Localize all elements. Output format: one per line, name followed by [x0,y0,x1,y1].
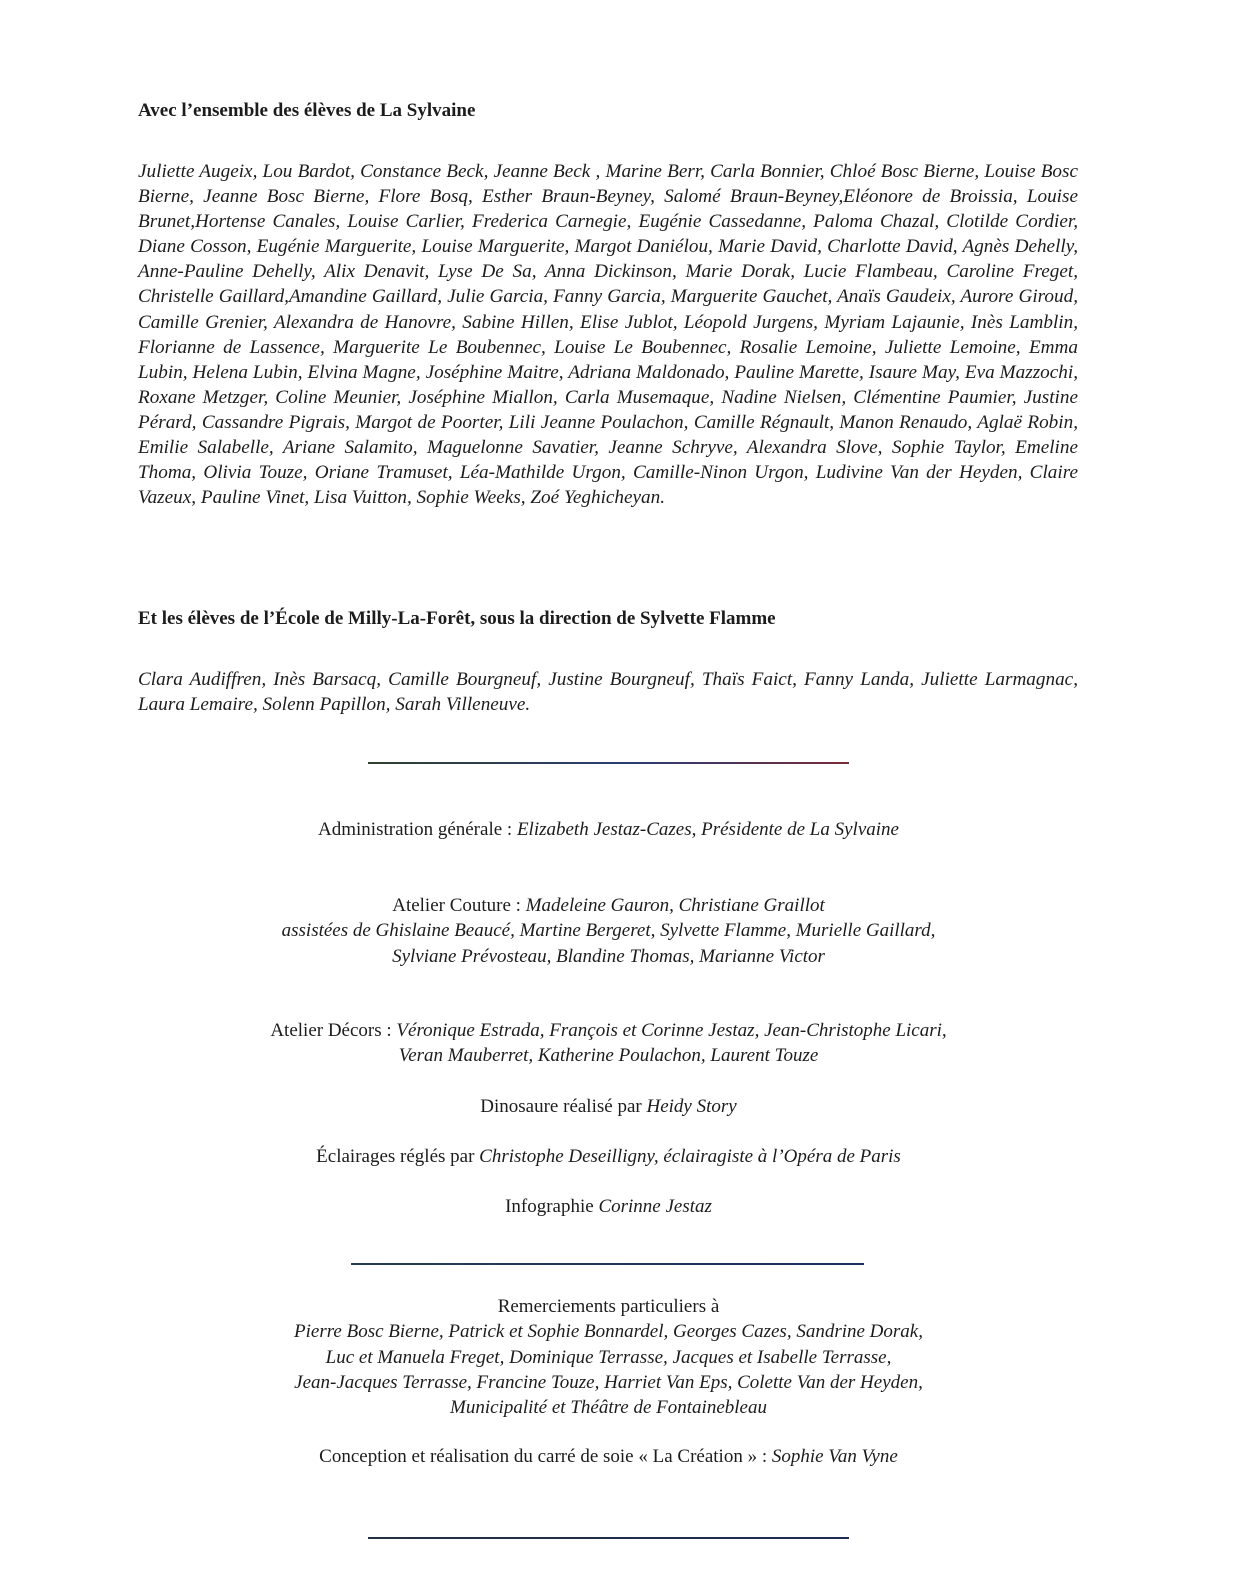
credit-value: Madeleine Gauron, Christiane Graillot [525,895,825,916]
credit-decors [0,1018,1217,1069]
students-heading: Avec l’ensemble des élèves de La Sylvaine [138,100,476,121]
credit-label: Dinosaure réalisé par [480,1096,647,1117]
thanks-line: Pierre Bosc Bierne, Patrick et Sophie Bonnardel, Georges Cazes, Sandrine Dorak, [294,1321,923,1343]
credit-couture [0,893,1217,969]
credit-value: Christophe Deseilligny, éclairagiste à l’Opéra de Paris [479,1146,901,1167]
thanks-line: Luc et Manuela Freget, Dominique Terrasse, Jacques et Isabelle Terrasse, [325,1346,892,1368]
credit-line: Sylviane Prévosteau, Blandine Thomas, Marianne Victor [392,945,825,967]
credit-line: assistées de Ghislaine Beaucé, Martine Bergeret, Sylvette Flamme, Murielle Gaillard, [281,920,936,942]
credit-value: Elizabeth Jestaz-Cazes, Présidente de La Sylvaine [516,819,899,840]
credit-label: Conception et réalisation du carré de soie « La Création » : [319,1446,772,1467]
credit-dinosaure [0,1094,1217,1119]
separator-rule [368,1537,849,1539]
credit-administration [0,817,1217,842]
thanks-line: Municipalité et Théâtre de Fontainebleau [450,1397,767,1419]
credit-value: Véronique Estrada, François et Corinne Jestaz, Jean-Christophe Licari, [396,1020,947,1041]
credit-value: Corinne Jestaz [598,1196,712,1217]
credit-label: Atelier Décors : [270,1020,397,1041]
milly-students-heading: Et les élèves de l’École de Milly-La-Forêt, sous la direction de Sylvette Flamme [138,608,776,629]
milly-students-list: Clara Audiffren, Inès Barsacq, Camille Bourgneuf, Justine Bourgneuf, Thaïs Faict, Fanny Landa, Juliette Larmagnac, Laura Lemaire, Solenn Papillon, Sarah Villeneuve. [138,669,1078,716]
thanks-line: Jean-Jacques Terrasse, Francine Touze, Harriet Van Eps, Colette Van der Heyden, [294,1371,923,1393]
credit-eclairages [0,1144,1217,1169]
credit-value: Heidy Story [646,1096,737,1117]
credit-silk-scarf [0,1444,1217,1469]
thanks-title: Remerciements particuliers à [497,1296,720,1317]
credit-label: Administration générale : [318,819,517,840]
credit-line: Veran Mauberret, Katherine Poulachon, Laurent Touze [398,1045,819,1067]
separator-rule [368,762,849,764]
students-list: Juliette Augeix, Lou Bardot, Constance Beck, Jeanne Beck , Marine Berr, Carla Bonnier, Chloé Bosc Bierne, Louise Bosc Bierne, Jeanne Bosc Bierne, Flore Bosq, Esther Braun-Beyney, Salomé Braun-Beyney,Eléonore de Broissia, Louise Brunet,Hortense Canales, Louise Carlier, Frederica Carnegie, Eugénie Cassedanne, Paloma Chazal, Clotilde Cordier, Diane Cosson, Eugénie Marguerite, Louise Marguerite, Margot Daniélou, Marie David, Charlotte David, Agnès Dehelly, Anne-Pauline Dehelly, Alix Denavit, Lyse De Sa, Anna Dickinson, Marie Dorak, Lucie Flambeau, Caroline Freget, Christelle Gaillard,Amandine Gaillard, Julie Garcia, Fanny Garcia, Marguerite Gauchet, Anaïs Gaudeix, Aurore Giroud, Camille Grenier, Alexandra de Hanovre, Sabine Hillen, Elise Jublot, Léopold Jurgens, Myriam Lajaunie, Inès Lamblin, Florianne de Lassence, Marguerite Le Boubennec, Louise Le Boubennec, Rosalie Lemoine, Juliette Lemoine, Emma Lubin, Helena Lubin, Elvina Magne, Joséphine Maitre, Adriana Maldonado, Pauline Marette, Isaure May, Eva Mazzochi, Roxane Metzger, Coline Meunier, Joséphine Miallon, Carla Musemaque, Nadine Nielsen, Clémentine Paumier, Justine Pérard, Cassandre Pigrais, Margot de Poorter, Lili Jeanne Poulachon, Camille Régnault, Manon Renaudo, Aglaë Robin, Emilie Salabelle, Ariane Salamito, Maguelonne Savatier, Jeanne Schryve, Alexandra Slove, Sophie Taylor, Emeline Thoma, Olivia Touze, Oriane Tramuset, Léa-Mathilde Urgon, Camille-Ninon Urgon, Ludivine Van der Heyden, Claire Vazeux, Pauline Vinet, Lisa Vuitton, Sophie Weeks, Zoé Yeghicheyan. [138,161,1078,509]
separator-rule [351,1263,864,1265]
credit-infographie [0,1194,1217,1219]
thanks-block [0,1294,1217,1420]
credit-label: Éclairages réglés par [316,1146,480,1167]
credit-label: Atelier Couture : [392,895,526,916]
credit-value: Sophie Van Vyne [771,1446,898,1467]
credit-label: Infographie [505,1196,599,1217]
